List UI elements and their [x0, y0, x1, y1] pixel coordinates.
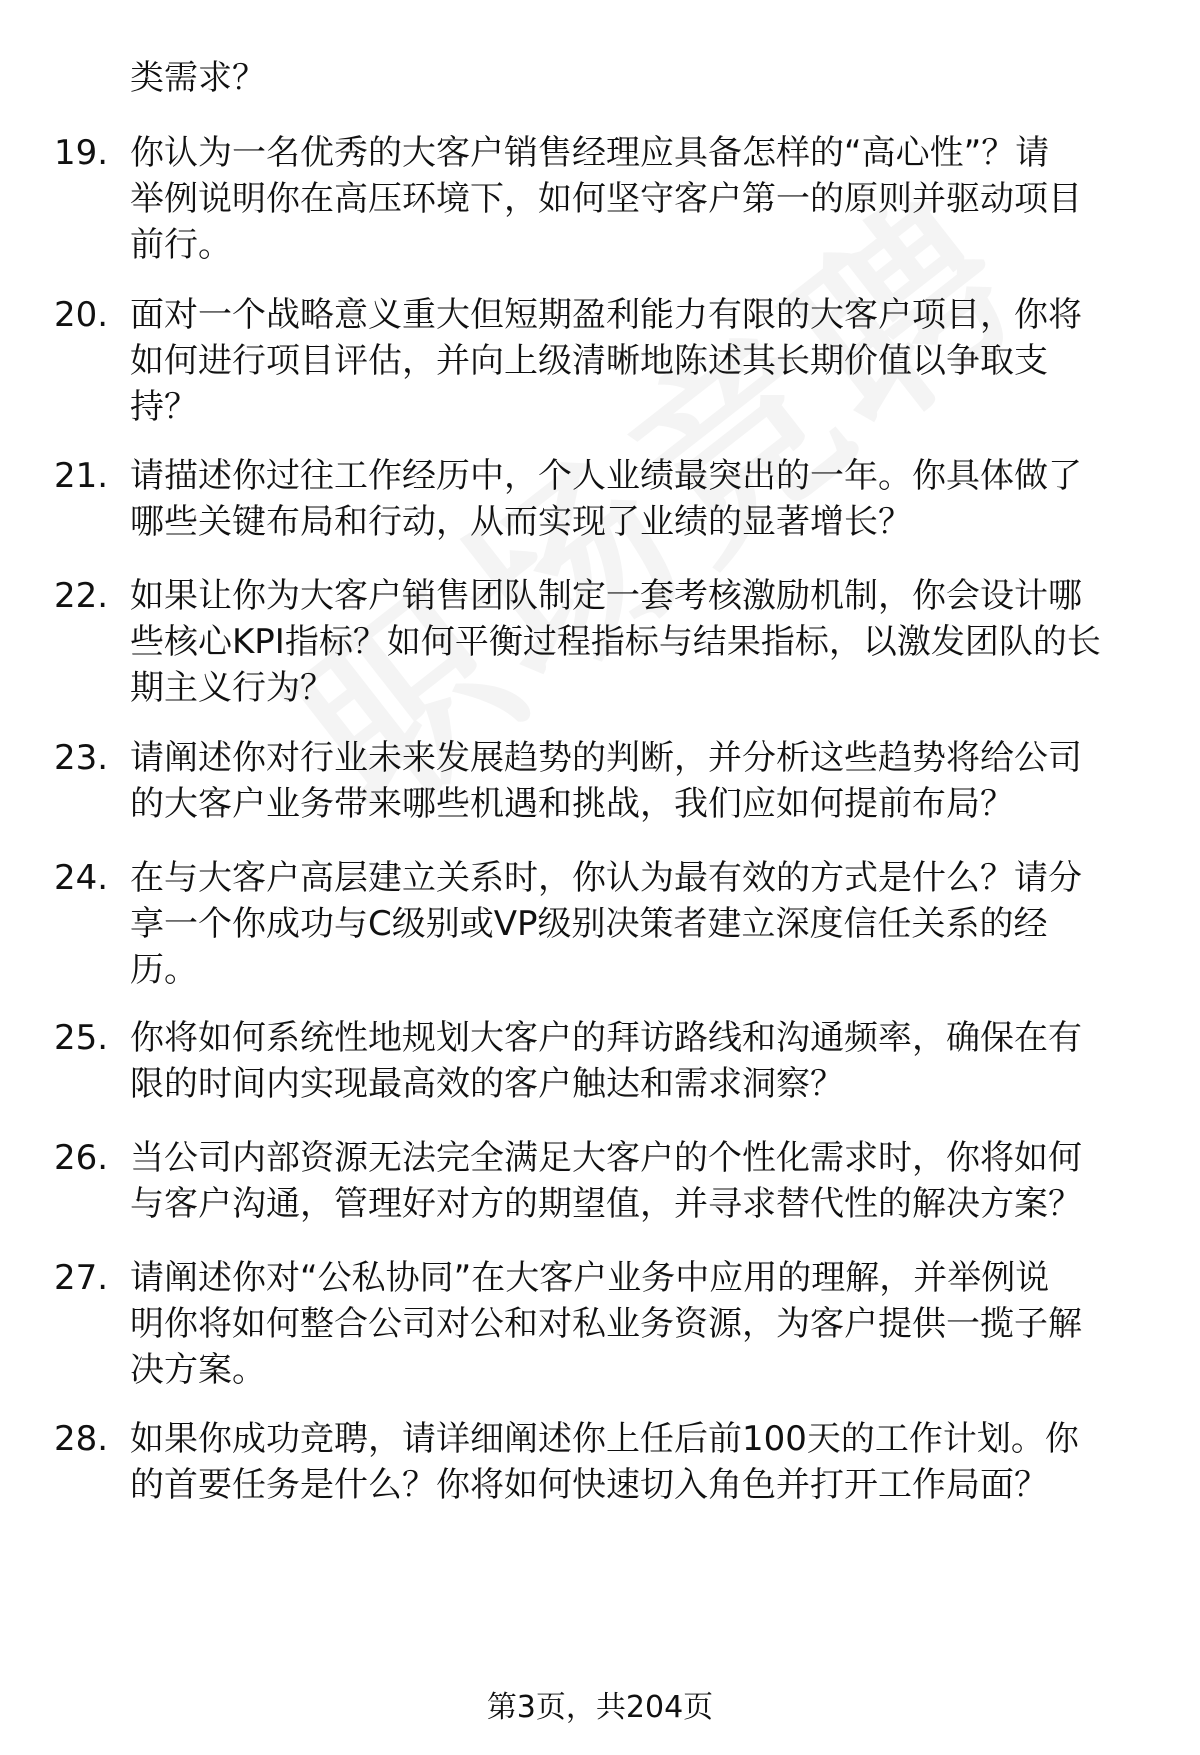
question-number: 26.: [54, 1138, 109, 1178]
question-line: 限的时间内实现最高效的客户触达和需求洞察？: [130, 1064, 844, 1104]
question-line: 决方案。: [130, 1350, 266, 1390]
question-line: 明你将如何整合公司对公和对私业务资源，为客户提供一揽子解: [130, 1304, 1082, 1344]
question-item: [0, 130, 1200, 268]
question-line: 请描述你过往工作经历中，个人业绩最突出的一年。你具体做了: [130, 456, 1082, 496]
question-item: [0, 855, 1200, 993]
question-line: 请阐述你对“公私协同”在大客户业务中应用的理解，并举例说: [130, 1258, 1050, 1298]
question-line: 请阐述你对行业未来发展趋势的判断，并分析这些趋势将给公司: [130, 738, 1082, 778]
question-line: 如果你成功竞聘，请详细阐述你上任后前100天的工作计划。你: [130, 1419, 1079, 1459]
question-line: 你将如何系统性地规划大客户的拜访路线和沟通频率，确保在有: [130, 1018, 1082, 1058]
question-line: 举例说明你在高压环境下，如何坚守客户第一的原则并驱动项目: [130, 179, 1082, 219]
question-line: 如果让你为大客户销售团队制定一套考核激励机制，你会设计哪: [130, 576, 1082, 616]
intro-line: 类需求？: [130, 58, 266, 98]
question-line: 在与大客户高层建立关系时，你认为最有效的方式是什么？请分: [130, 858, 1082, 898]
question-number: 28.: [54, 1419, 109, 1459]
question-item: [0, 1015, 1200, 1107]
question-number: 21.: [54, 456, 109, 496]
question-number: 27.: [54, 1258, 109, 1298]
question-line: 如何进行项目评估，并向上级清晰地陈述其长期价值以争取支: [130, 341, 1048, 381]
question-line: 与客户沟通，管理好对方的期望值，并寻求替代性的解决方案？: [130, 1184, 1082, 1224]
question-number: 22.: [54, 576, 109, 616]
question-item: [0, 1416, 1200, 1508]
page-footer: 第3页，共204页: [486, 1690, 714, 1725]
question-item: [0, 292, 1200, 430]
question-number: 19.: [54, 133, 109, 173]
question-number: 20.: [54, 295, 109, 335]
question-line: 期主义行为？: [130, 668, 334, 708]
question-number: 24.: [54, 858, 109, 898]
question-line: 你认为一名优秀的大客户销售经理应具备怎样的“高心性”？请: [130, 133, 1050, 173]
question-line: 前行。: [130, 225, 232, 265]
question-item: [0, 573, 1200, 711]
question-item: [0, 1255, 1200, 1393]
question-number: 23.: [54, 738, 109, 778]
question-number: 25.: [54, 1018, 109, 1058]
question-line: 哪些关键布局和行动，从而实现了业绩的显著增长？: [130, 502, 912, 542]
question-line: 的大客户业务带来哪些机遇和挑战，我们应如何提前布局？: [130, 784, 1014, 824]
question-line: 的首要任务是什么？你将如何快速切入角色并打开工作局面？: [130, 1465, 1048, 1505]
question-item: [0, 453, 1200, 545]
question-item: [0, 1135, 1200, 1227]
question-line: 持？: [130, 387, 198, 427]
question-line: 些核心KPI指标？如何平衡过程指标与结果指标，以激发团队的长: [130, 622, 1101, 662]
question-line: 历。: [130, 950, 198, 990]
question-line: 享一个你成功与C级别或VP级别决策者建立深度信任关系的经: [130, 904, 1048, 944]
question-item: [0, 735, 1200, 827]
question-line: 面对一个战略意义重大但短期盈利能力有限的大客户项目，你将: [130, 295, 1082, 335]
question-line: 当公司内部资源无法完全满足大客户的个性化需求时，你将如何: [130, 1138, 1082, 1178]
